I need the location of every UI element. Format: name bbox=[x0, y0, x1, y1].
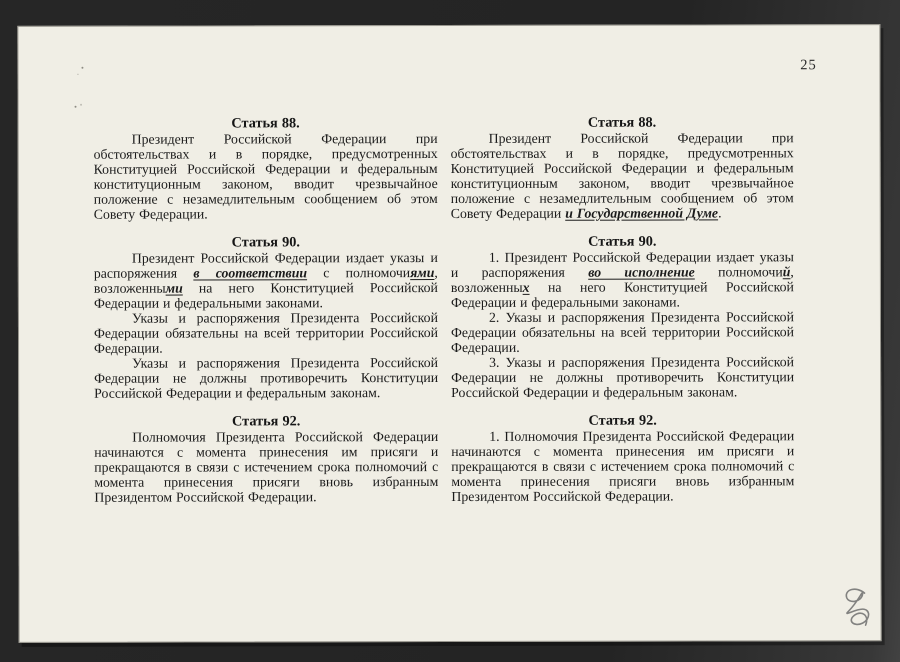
paragraph bbox=[451, 130, 794, 221]
article-92-left bbox=[94, 414, 438, 505]
amended-text-run: и Государственной Думе bbox=[565, 205, 719, 221]
article-88-right-heading: Статья 88. bbox=[587, 114, 657, 131]
amended-text-run: х bbox=[522, 279, 530, 295]
text-run: . bbox=[718, 205, 722, 221]
amended-text-run: й bbox=[782, 264, 791, 280]
amended-text-run: ми bbox=[165, 280, 183, 296]
amended-text-run: в соответствии bbox=[193, 265, 308, 281]
article-92-left-heading: Статья 92. bbox=[231, 413, 301, 430]
article-90-left bbox=[94, 235, 438, 401]
text-run: 2. Указы и распоряжения Президента Российской Федерации обязательны на всей территории Российской Федерации. bbox=[450, 309, 795, 355]
page-number: 25 bbox=[800, 57, 817, 74]
paragraph bbox=[94, 310, 438, 356]
paragraph bbox=[94, 355, 438, 401]
text-run: 1. Президент Российской Федерации издает указы и распоряжения bbox=[450, 249, 794, 280]
paragraph bbox=[94, 429, 438, 505]
article-90-left-heading: Статья 90. bbox=[231, 234, 301, 251]
text-run: Президент Российской Федерации при обстоятельствах и в порядке, предусмотренных Конституцией Российской Федерации и федеральным конституционным законом, вводит чрезвычайное положение с незамедлительным сообщением об этом Совету Федерации bbox=[450, 130, 794, 221]
dust-speck bbox=[81, 67, 83, 69]
column-left bbox=[94, 116, 439, 505]
article-90-right bbox=[451, 234, 794, 400]
dust-speck bbox=[81, 104, 82, 106]
article-88-left bbox=[94, 116, 438, 222]
document-page bbox=[17, 24, 881, 643]
paragraph bbox=[94, 131, 438, 222]
text-run: полномочи bbox=[694, 264, 783, 280]
paragraph bbox=[94, 250, 438, 311]
text-run: на него Конституцией Российской Федерации и федеральными законами. bbox=[450, 279, 794, 310]
text-run: с полномочи bbox=[307, 265, 411, 281]
article-88-right bbox=[451, 115, 794, 221]
text-run: на него Конституцией Российской Федерации и федеральными законами. bbox=[93, 280, 438, 311]
article-92-right bbox=[451, 413, 794, 504]
paragraph bbox=[451, 249, 794, 310]
column-right bbox=[451, 115, 795, 504]
text-run: Полномочия Президента Российской Федерации начинаются с момента принесения им присяги и прекращаются в связи с истечением срока полномочий с момента принесения присяги вновь избранным Президентом Российской Федерации. bbox=[94, 429, 439, 505]
paragraph bbox=[451, 354, 794, 400]
amended-text-run: ями bbox=[410, 265, 435, 281]
amended-text-run: во исполнение bbox=[588, 264, 695, 280]
text-run: 1. Полномочия Президента Российской Федерации начинаются с момента принесения им присяги и прекращаются в связи с истечением срока полномочий с момента принесения присяги вновь избранным Президентом Российской Федерации. bbox=[451, 428, 795, 504]
dust-speck bbox=[75, 106, 77, 108]
text-run: , возложенны bbox=[93, 265, 438, 296]
handwritten-mark-icon bbox=[835, 585, 877, 635]
text-run: Президент Российской Федерации при обстоятельствах и в порядке, предусмотренных Конституцией Российской Федерации и федеральным конституционным законом, вводит чрезвычайное положение с незамедлительным сообщением об этом Совету Федерации. bbox=[93, 131, 438, 222]
paragraph bbox=[451, 309, 794, 355]
text-run: , возложенны bbox=[450, 264, 794, 295]
text-run: Указы и распоряжения Президента Российской Федерации обязательны на всей территории Российской Федерации. bbox=[93, 310, 439, 356]
article-90-right-heading: Статья 90. bbox=[588, 233, 657, 250]
text-run: Президент Российской Федерации издает указы и распоряжения bbox=[93, 250, 438, 281]
text-run: Указы и распоряжения Президента Российской Федерации не должны противоречить Конституции Российской Федерации и федеральным законам. bbox=[94, 355, 439, 401]
article-92-right-heading: Статья 92. bbox=[588, 412, 657, 429]
article-88-left-heading: Статья 88. bbox=[231, 115, 300, 132]
dust-speck bbox=[77, 74, 78, 75]
paragraph bbox=[451, 428, 794, 504]
text-run: 3. Указы и распоряжения Президента Российской Федерации не должны противоречить Конституции Российской Федерации и федеральным законам. bbox=[451, 354, 795, 400]
